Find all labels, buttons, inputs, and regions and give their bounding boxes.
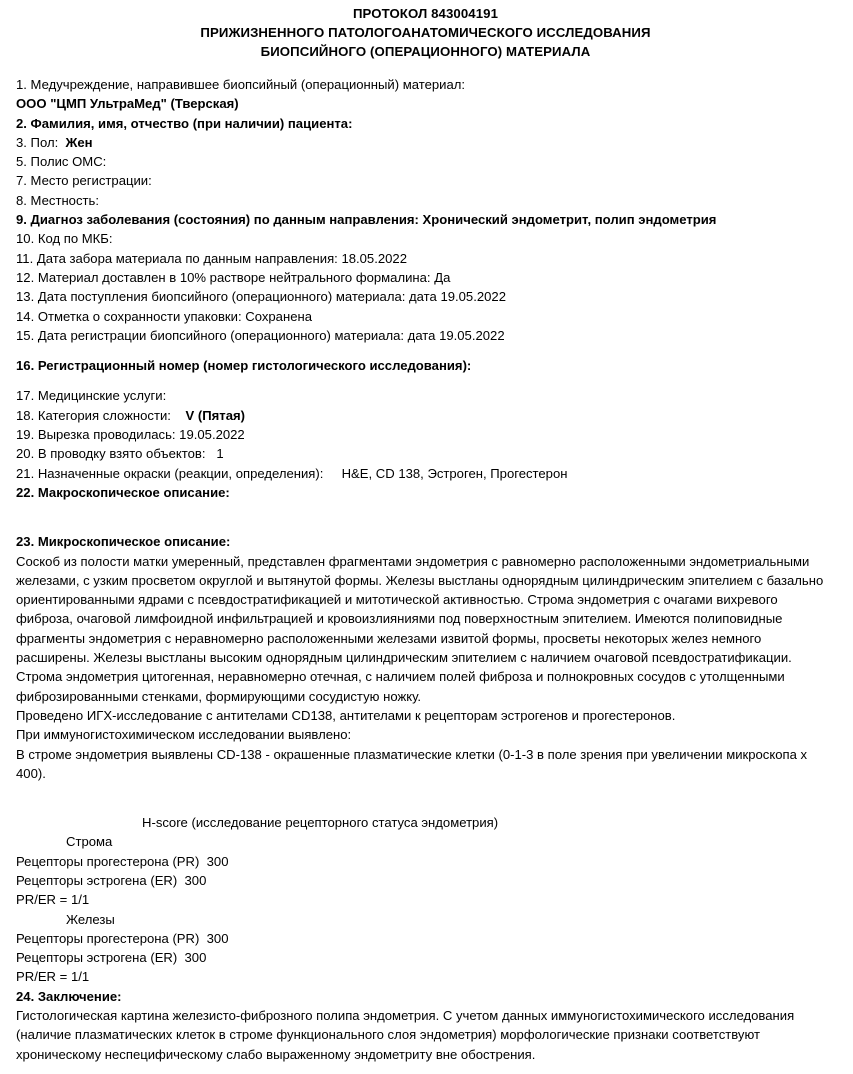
document-title-line-2: ПРИЖИЗНЕННОГО ПАТОЛОГОАНАТОМИЧЕСКОГО ИССЛЕДОВАНИЯ [200, 25, 651, 40]
field-18-complexity-category [14, 406, 837, 425]
document-title-block [14, 4, 837, 61]
spacer-before-hscore [14, 783, 837, 802]
microscopic-heading: 23. Микроскопическое описание: [16, 534, 231, 550]
field-14-packaging-integrity: 14. Отметка о сохранности упаковки: Сохранена [16, 308, 312, 324]
microscopic-paragraph-2: Проведено ИГХ-исследование с антителами CD138, антителами к рецепторам эстрогенов и прогестеронов. [16, 707, 676, 723]
field-03-sex-label: 3. Пол: [16, 134, 59, 150]
field-03-sex [14, 133, 837, 152]
hscore-glands-pr: Рецепторы прогестерона (PR) 300 [16, 930, 229, 946]
field-10-icd-code: 10. Код по МКБ: [16, 231, 113, 247]
field-01-institution-label: 1. Медучреждение, направившее биопсийный (операционный) материал: [16, 77, 466, 92]
field-12-formalin-delivery: 12. Материал доставлен в 10% растворе нейтрального формалина: Да [16, 269, 451, 285]
field-02-patient-name: 2. Фамилия, имя, отчество (при наличии) пациента: [16, 115, 353, 131]
hscore-section [14, 813, 837, 987]
hscore-title: H-score (исследование рецепторного статуса эндометрия) [142, 815, 499, 831]
protocol-number-line: ПРОТОКОЛ 843004191 [352, 6, 499, 21]
microscopic-paragraph-3: При иммуногистохимическом исследовании выявлено: [16, 727, 352, 743]
microscopic-paragraph-1: Соскоб из полости матки умеренный, представлен фрагментами эндометрия с равномерно расположенными эндометриальными железами, с узким просветом округлой и вытянутой формы. Железы выстланы однорядным цилиндрическим эпителием с базально ориентированными ядрами с псевдостратификацией и митотической активностью. Строма эндометрия с очагами вихревого фиброза, очаговой лимфоидной инфильтрацией и кровоизлияниями под поверхностным эпителием. Имеются полиповидные фрагменты эндометрия с неравномерно расположенными железами извитой формы, просветы некоторых желез немного расширены. Железы выстланы высоким однорядным цилиндрическим эпителием с наличием очаговой псевдостратификации. Строма эндометрия цитогенная, неравномерно отечная, с наличием полей фиброза и полнокровных сосудов с утолщенными фиброзированными стенками, формирующими сосудистую ножку. [16, 553, 824, 704]
field-19-cutting-date: 19. Вырезка проводилась: 19.05.2022 [16, 427, 245, 443]
conclusion-heading: 24. Заключение: [16, 988, 122, 1004]
field-15-registration-date: 15. Дата регистрации биопсийного (операционного) материала: дата 19.05.2022 [16, 327, 505, 343]
spacer-before-field-16 [14, 345, 837, 356]
spacer-before-hscore-2 [14, 802, 837, 813]
microscopic-paragraph-4: В строме эндометрия выявлены CD-138 - окрашенные плазматические клетки (0-1-3 в поле зрения при увеличении микроскопа х 400). [16, 746, 808, 781]
spacer-before-microscopic [14, 502, 837, 521]
conclusion-section [14, 987, 837, 1064]
field-08-locality: 8. Местность: [16, 192, 99, 208]
field-01-institution-value: ООО "ЦМП УльтраМед" (Тверская) [16, 96, 239, 112]
field-05-oms-policy: 5. Полис ОМС: [16, 154, 107, 170]
hscore-stroma-group-label: Строма [66, 834, 113, 850]
field-03-sex-value: Жен [65, 134, 93, 150]
field-11-collection-date: 11. Дата забора материала по данным направления: 18.05.2022 [16, 250, 407, 266]
hscore-stroma-er: Рецепторы эстрогена (ER) 300 [16, 872, 207, 888]
field-21-assigned-stains: 21. Назначенные окраски (реакции, определения): H&E, CD 138, Эстроген, Прогестерон [16, 465, 568, 481]
hscore-glands-group-label: Железы [66, 911, 115, 927]
field-22-macroscopic-heading: 22. Макроскопическое описание: [16, 484, 230, 500]
field-17-medical-services: 17. Медицинские услуги: [16, 388, 167, 404]
protocol-fields [14, 75, 837, 502]
field-20-objects-count: 20. В проводку взято объектов: 1 [16, 446, 224, 462]
conclusion-text: Гистологическая картина железисто-фиброзного полипа эндометрия. С учетом данных иммуногистохимического исследования (наличие плазматических клеток в строме функционального слоя эндометрия) морфологические признаки соответствуют хроническому неспецифическому слабо выраженному эндометриту вне обострения. [16, 1008, 795, 1062]
field-09-referral-diagnosis: 9. Диагноз заболевания (состояния) по данным направления: Хронический эндометрит, полип эндометрия [16, 212, 717, 228]
hscore-stroma-ratio: PR/ER = 1/1 [16, 892, 90, 908]
spacer-before-microscopic-2 [14, 521, 837, 532]
hscore-stroma-pr: Рецепторы прогестерона (PR) 300 [16, 853, 229, 869]
field-07-registration-place: 7. Место регистрации: [16, 173, 152, 189]
document-title-line-3: БИОПСИЙНОГО (ОПЕРАЦИОННОГО) МАТЕРИАЛА [260, 44, 591, 59]
field-18-value: V (Пятая) [185, 407, 245, 423]
spacer-after-field-16 [14, 375, 837, 386]
microscopic-section [14, 532, 837, 783]
hscore-glands-ratio: PR/ER = 1/1 [16, 969, 90, 985]
hscore-glands-er: Рецепторы эстрогена (ER) 300 [16, 950, 207, 966]
field-18-label: 18. Категория сложности: [16, 407, 171, 423]
field-16-registration-number: 16. Регистрационный номер (номер гистологического исследования): [16, 358, 472, 374]
field-13-receipt-date: 13. Дата поступления биопсийного (операционного) материала: дата 19.05.2022 [16, 289, 506, 305]
